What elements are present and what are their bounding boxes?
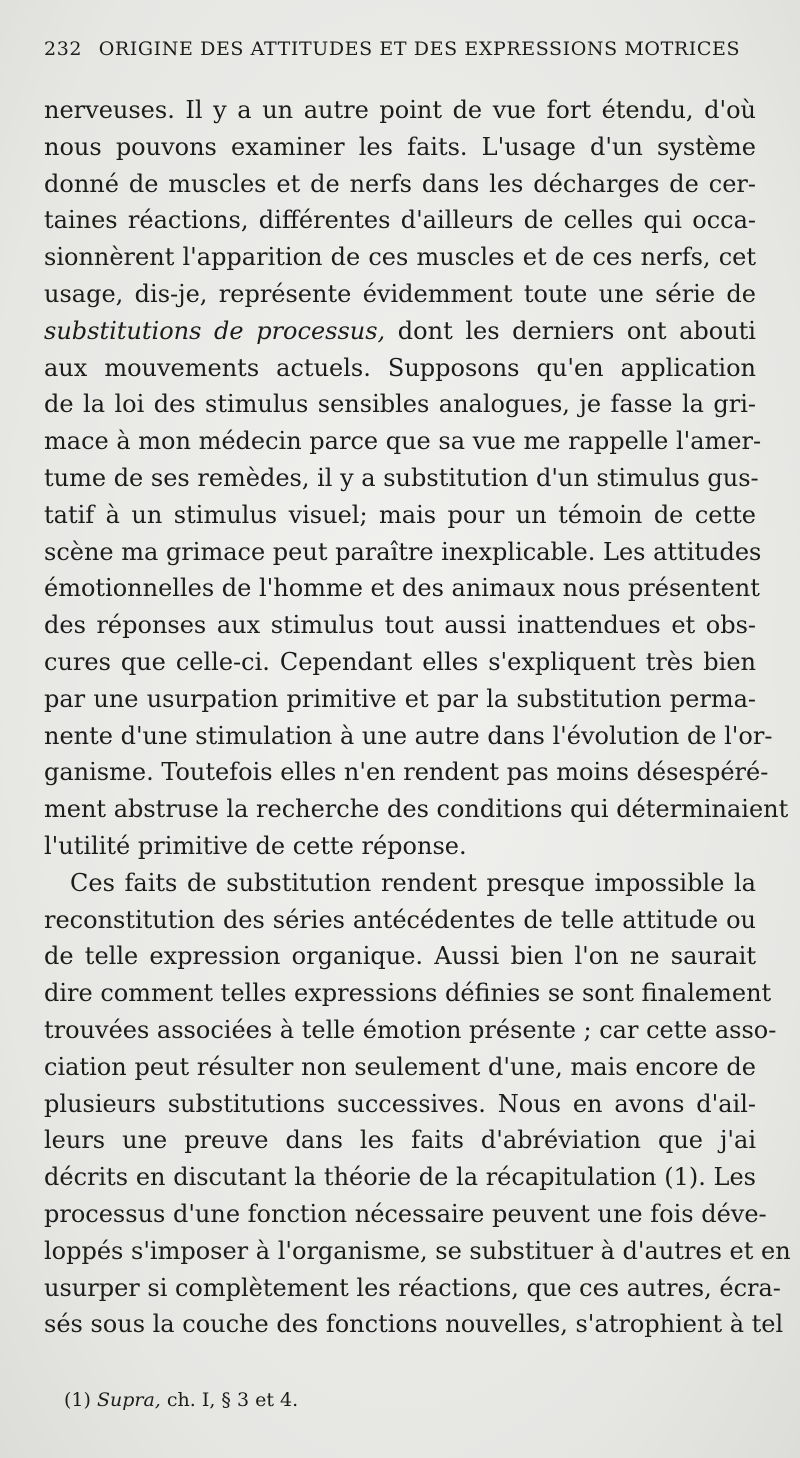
text-line: leurs une preuve dans les faits d'abréviation que j'ai	[44, 1126, 756, 1155]
text-line: dire comment telles expressions définies se sont finalement	[44, 979, 772, 1008]
footnote	[64, 1389, 298, 1411]
text-line: Ces faits de substitution rendent presque impossible la	[70, 868, 756, 897]
italic-phrase: substitutions de processus,	[44, 316, 386, 345]
text-line: ciation peut résulter non seulement d'une, mais encore de	[44, 1052, 756, 1081]
text-line: sés sous la couche des fonctions nouvelles, s'atrophient à tel	[44, 1310, 784, 1339]
text-line: nente d'une stimulation à une autre dans l'évolution de l'or-	[44, 721, 773, 750]
text-line: de la loi des stimulus sensibles analogues, je fasse la gri-	[44, 390, 756, 419]
page-number: 232	[44, 38, 83, 60]
text-line: reconstitution des séries antécédentes de telle attitude ou	[44, 905, 756, 934]
text-line: plusieurs substitutions successives. Nous en avons d'ail-	[44, 1089, 756, 1118]
running-header	[44, 38, 764, 60]
text-line: décrits en discutant la théorie de la récapitulation (1). Les	[44, 1163, 756, 1192]
running-title: ORIGINE DES ATTITUDES ET DES EXPRESSIONS MOTRICES	[98, 38, 741, 60]
text-line: de telle expression organique. Aussi bien l'on ne saurait	[44, 942, 756, 971]
text-line: l'utilité primitive de cette réponse.	[44, 831, 467, 860]
text-line: processus d'une fonction nécessaire peuvent une fois déve-	[44, 1199, 767, 1228]
text-line: nous pouvons examiner les faits. L'usage d'un système	[44, 132, 756, 161]
text-line: tume de ses remèdes, il y a substitution d'un stimulus gus-	[44, 463, 759, 492]
text-segment: dont les derniers ont abouti	[385, 316, 756, 345]
footnote-text: ch. I, § 3 et 4.	[166, 1389, 299, 1411]
text-line: trouvées associées à telle émotion présente ; car cette asso-	[44, 1015, 777, 1044]
main-text	[44, 92, 791, 1343]
text-line: mace à mon médecin parce que sa vue me rappelle l'amer-	[44, 427, 762, 456]
text-line: loppés s'imposer à l'organisme, se substituer à d'autres et en	[44, 1236, 791, 1265]
text-line: tatif à un stimulus visuel; mais pour un témoin de cette	[44, 500, 756, 529]
text-line	[44, 313, 756, 350]
text-line: émotionnelles de l'homme et des animaux nous présentent	[44, 574, 760, 603]
footnote-italic: Supra,	[96, 1389, 161, 1411]
text-line: des réponses aux stimulus tout aussi inattendues et obs-	[44, 611, 756, 640]
text-line: donné de muscles et de nerfs dans les décharges de cer-	[44, 169, 756, 198]
text-line: aux mouvements actuels. Supposons qu'en application	[44, 353, 756, 382]
text-line: usage, dis-je, représente évidemment toute une série de	[44, 279, 756, 308]
text-line: scène ma grimace peut paraître inexplicable. Les attitudes	[44, 537, 762, 566]
text-line: taines réactions, différentes d'ailleurs de celles qui occa-	[44, 206, 756, 235]
text-line: ment abstruse la recherche des conditions qui déterminaient	[44, 795, 789, 824]
footnote-marker: (1)	[64, 1389, 91, 1411]
text-line: par une usurpation primitive et par la substitution perma-	[44, 684, 756, 713]
text-line: cures que celle-ci. Cependant elles s'expliquent très bien	[44, 647, 756, 676]
text-line: ganisme. Toutefois elles n'en rendent pas moins désespéré-	[44, 758, 769, 787]
text-line: usurper si complètement les réactions, que ces autres, écra-	[44, 1273, 781, 1302]
text-line: sionnèrent l'apparition de ces muscles et de ces nerfs, cet	[44, 243, 756, 272]
text-line: nerveuses. Il y a un autre point de vue fort étendu, d'où	[44, 96, 756, 124]
